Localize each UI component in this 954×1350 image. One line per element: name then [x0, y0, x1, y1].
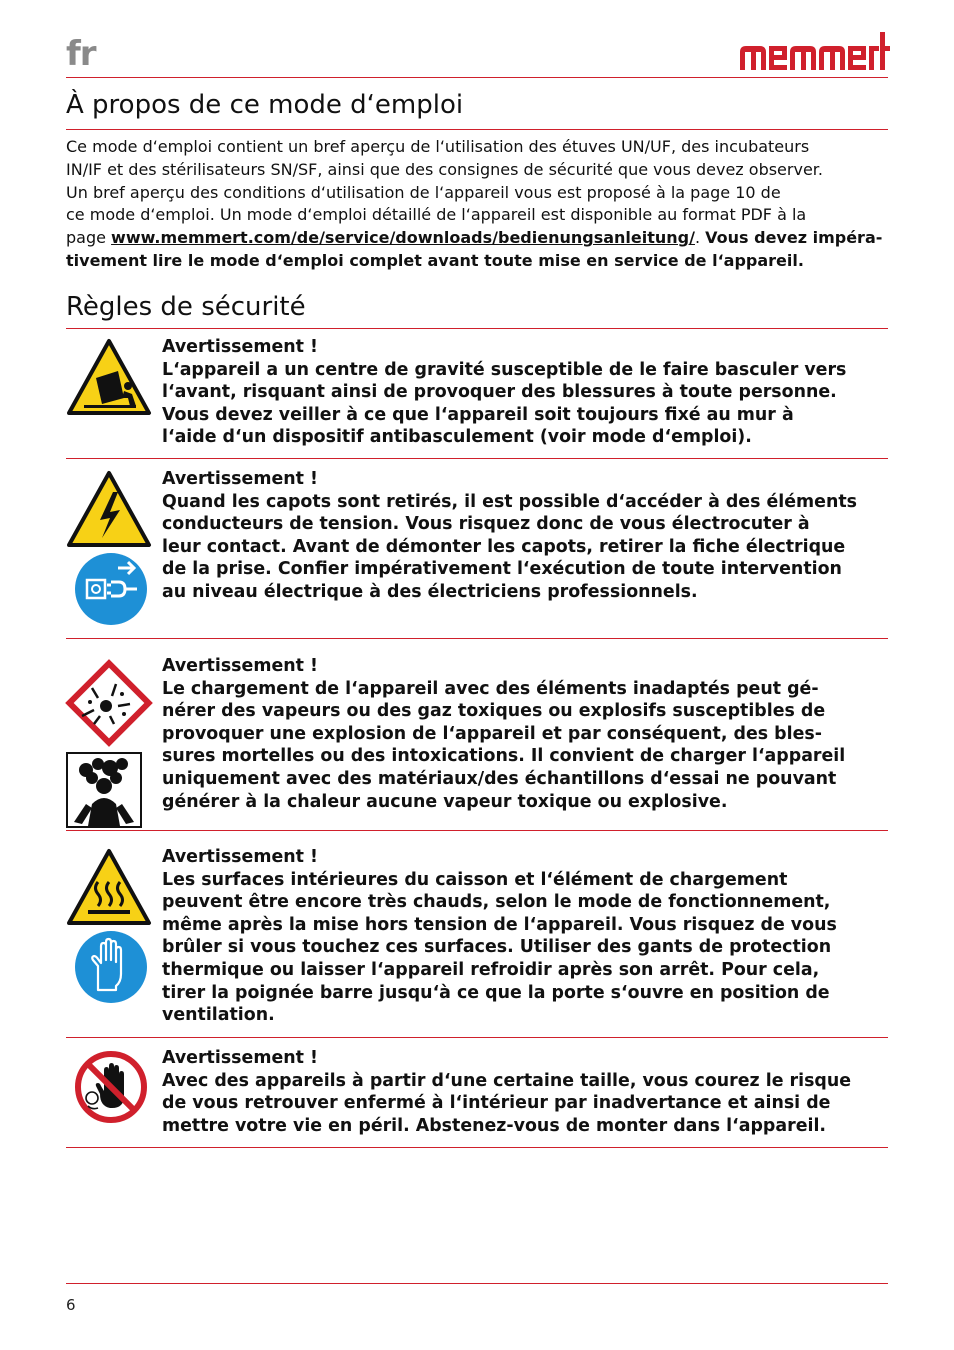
about-title: À propos de ce mode d‘emploi — [66, 90, 464, 120]
warning-line: au niveau électrique à des électriciens professionnels. — [162, 581, 698, 602]
warning-hot-surface — [162, 846, 890, 1027]
about-line: Un bref aperçu des conditions d‘utilisation de l‘appareil vous est proposé à la page 10 de — [66, 182, 781, 202]
about-title-rule — [66, 129, 888, 130]
warning-line: Le chargement de l‘appareil avec des éléments inadaptés peut gé- — [162, 678, 819, 699]
warning-heading: Avertissement ! — [162, 337, 318, 357]
warning-heading: Avertissement ! — [162, 469, 318, 489]
warning-line: tirer la poignée barre jusqu‘à ce que la porte s‘ouvre en position de — [162, 982, 830, 1003]
warning-line: l‘avant, risquant ainsi de provoquer des blessures à toute personne. — [162, 382, 837, 403]
header-rule — [66, 77, 888, 78]
tipping-hazard-icon — [66, 338, 152, 416]
about-bold-line: tivement lire le mode d‘emploi complet avant toute mise en service de l‘appareil. — [66, 250, 804, 270]
warning-line: générer à la chaleur aucune vapeur toxique ou explosive. — [162, 791, 728, 812]
toxic-vapour-icon — [66, 752, 142, 828]
warning-electrical — [162, 468, 890, 604]
warning-line: l‘aide d‘un dispositif antibasculement (voir mode d‘emploi). — [162, 427, 752, 448]
warning-line: conducteurs de tension. Vous risquez donc de vous électrocuter à — [162, 514, 810, 535]
warning-heading: Avertissement ! — [162, 656, 318, 676]
no-climbing-icon — [74, 1050, 148, 1124]
warning-divider — [66, 1147, 888, 1148]
hot-surface-icon — [66, 848, 152, 926]
explosive-icon — [64, 658, 154, 748]
warning-line: Les surfaces intérieures du caisson et l‘élément de chargement — [162, 869, 788, 890]
memmert-logo — [738, 30, 890, 74]
warning-line: mettre votre vie en péril. Abstenez-vous de monter dans l‘appareil. — [162, 1115, 827, 1136]
warning-line: L‘appareil a un centre de gravité susceptible de le faire basculer vers — [162, 359, 847, 380]
about-line: Ce mode d‘emploi contient un bref aperçu de l‘utilisation des étuves UN/UF, des incubateurs — [66, 137, 810, 156]
manual-download-link[interactable]: www.memmert.com/de/service/downloads/bedienungsanleitung/ — [111, 228, 695, 248]
footer-rule — [66, 1283, 888, 1284]
language-tag: fr — [66, 34, 96, 74]
warning-explosive — [162, 655, 890, 813]
warning-line: peuvent être encore très chauds, selon le mode de fonctionnement, — [162, 892, 831, 913]
warning-divider — [66, 830, 888, 831]
warning-line: uniquement avec des matériaux/des échantillons d‘essai ne pouvant — [162, 768, 837, 789]
warning-entrapment — [162, 1047, 890, 1137]
warning-heading: Avertissement ! — [162, 847, 318, 867]
about-line: ce mode d‘emploi. Un mode d‘emploi détaillé de l‘appareil est disponible au format PDF à la — [66, 205, 807, 225]
warning-line: de vous retrouver enfermé à l‘intérieur par inadvertance et ainsi de — [162, 1093, 831, 1114]
disconnect-mains-icon — [74, 552, 148, 626]
warning-heading: Avertissement ! — [162, 1048, 318, 1068]
warning-line: Avec des appareils à partir d‘une certaine taille, vous courez le risque — [162, 1070, 852, 1091]
warning-line: ventilation. — [162, 1005, 275, 1026]
warning-line: Quand les capots sont retirés, il est possible d‘accéder à des éléments — [162, 491, 858, 512]
about-line-link: page www.memmert.com/de/service/downloads/bedienungsanleitung/. Vous devez impéra- — [66, 228, 883, 248]
bold-note: Vous devez impéra- — [705, 228, 883, 248]
warning-line: de la prise. Confier impérativement l‘exécution de toute intervention — [162, 559, 842, 580]
warning-line: même après la mise hors tension de l‘appareil. Vous risquez de vous — [162, 914, 837, 935]
warning-line: leur contact. Avant de démonter les capots, retirer la fiche électrique — [162, 536, 846, 557]
warning-line: nérer des vapeurs ou des gaz toxiques ou explosifs susceptibles de — [162, 701, 826, 722]
warning-divider — [66, 638, 888, 639]
warning-line: Vous devez veiller à ce que l‘appareil soit toujours fixé au mur à — [162, 404, 794, 425]
warning-tipping — [162, 336, 890, 449]
page-number: 6 — [66, 1296, 76, 1314]
about-line: IN/IF et des stérilisateurs SN/SF, ainsi que des consignes de sécurité que vous devez observer. — [66, 159, 823, 179]
warning-line: provoquer une explosion de l‘appareil et par conséquent, des bles- — [162, 723, 822, 744]
safety-title: Règles de sécurité — [66, 292, 306, 322]
warning-divider — [66, 1037, 888, 1038]
about-text — [66, 136, 888, 273]
gloves-icon — [74, 930, 148, 1004]
warning-line: brûler si vous touchez ces surfaces. Utiliser des gants de protection — [162, 937, 832, 958]
safety-title-rule — [66, 328, 888, 329]
warning-line: thermique ou laisser l‘appareil refroidir après son arrêt. Pour cela, — [162, 959, 820, 980]
warning-divider — [66, 458, 888, 459]
warning-line: sures mortelles ou des intoxications. Il convient de charger l‘appareil — [162, 746, 846, 767]
electrical-hazard-icon — [66, 470, 152, 548]
